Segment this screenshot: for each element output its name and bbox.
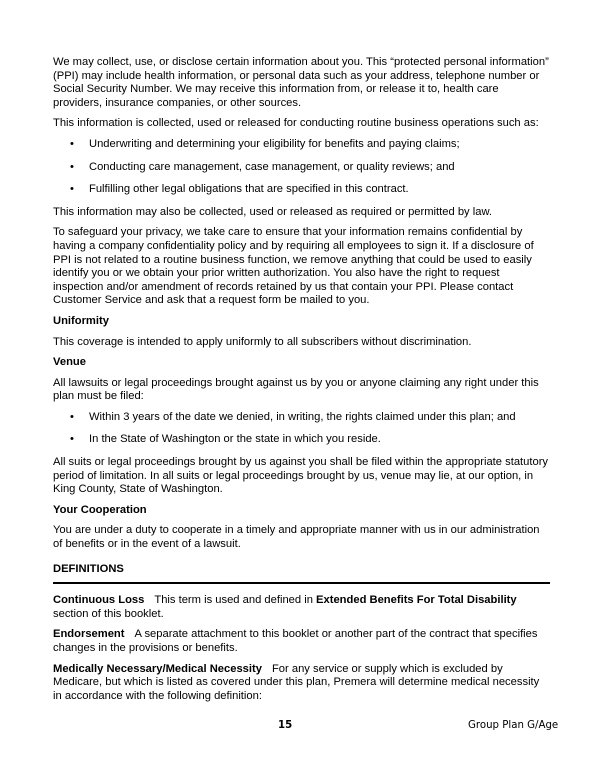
- definitions-heading: DEFINITIONS: [53, 563, 550, 585]
- uniformity-text: This coverage is intended to apply uniformly to all subscribers without discrimination.: [53, 335, 472, 348]
- definition-term: Medically Necessary/Medical Necessity: [53, 662, 262, 675]
- safeguard-paragraph: To safeguard your privacy, we take care to ensure that your information remains confidential by having a company confidentiality policy and by requiring all employees to sign it. If a disclosure of PPI is not related to a routine business function, we remove anything that could be used to easily identify you or we obtain your prior written authorization. You also have the right to request inspection and/or amendment of records retained by us that contain your PPI. Please contact Customer Service and ask that a request form be mailed to you.: [53, 226, 534, 307]
- section-reference: Extended Benefits For Total Disability: [316, 594, 517, 607]
- venue-list: [53, 411, 550, 447]
- routine-operations-list: [53, 138, 550, 197]
- venue-paragraph: All lawsuits or legal proceedings brought against us by you or anyone claiming any right under this plan must be filed:: [53, 376, 539, 403]
- bullet-icon: •: [70, 410, 74, 423]
- document-body: [53, 56, 550, 710]
- definitions-list: [53, 594, 550, 703]
- definition-item: Endorsement A separate attachment to this booklet or another part of the contract that specifies changes in the provisions or benefits.: [53, 628, 538, 654]
- bullet-icon: •: [70, 433, 74, 446]
- cooperation-text: You are under a duty to cooperate in a timely and appropriate manner with us in our administration of benefits or in the event of a lawsuit.: [53, 524, 540, 551]
- cooperation-heading: Your Cooperation: [53, 503, 147, 516]
- list-item: • Underwriting and determining your eligibility for benefits and paying claims;: [70, 137, 460, 150]
- definition-item: Medically Necessary/Medical Necessity For any service or supply which is excluded by Medicare, but which is listed as covered under this plan, Premera will determine medical necessity in accordance with the following definition:: [53, 662, 540, 702]
- routine-operations-paragraph: This information is collected, used or released for conducting routine business operations such as:: [53, 117, 539, 130]
- list-item: • Conducting care management, case management, or quality reviews; and: [70, 160, 455, 173]
- definition-term: Endorsement: [53, 628, 125, 641]
- uniformity-heading: Uniformity: [53, 314, 109, 327]
- required-by-law-paragraph: This information may also be collected, used or released as required or permitted by law.: [53, 205, 493, 218]
- bullet-icon: •: [70, 183, 74, 196]
- privacy-paragraph: We may collect, use, or disclose certain information about you. This “protected personal information” (PPI) may include health information, or personal data such as your address, telephone number or Social Security Number. We may receive this information from, or release it to, health care providers, insurance companies, or other sources.: [53, 56, 549, 109]
- bullet-icon: •: [70, 160, 74, 173]
- list-item: • Fulfilling other legal obligations that are specified in this contract.: [70, 183, 409, 196]
- definition-term: Continuous Loss: [53, 594, 145, 607]
- page-number: 15: [278, 720, 293, 731]
- venue-suits-paragraph: All suits or legal proceedings brought by us against you shall be filed within the appropriate statutory period of limitation. In all suits or legal proceedings brought by us, venue may lie, at our option, in King County, State of Washington.: [53, 456, 549, 496]
- list-item: • In the State of Washington or the state in which you reside.: [70, 433, 381, 446]
- venue-heading: Venue: [53, 356, 86, 369]
- definition-item: Continuous Loss This term is used and defined in Extended Benefits For Total Disability section of this booklet.: [53, 594, 517, 620]
- plan-label: Group Plan G/Age: [468, 720, 559, 731]
- list-item: • Within 3 years of the date we denied, in writing, the rights claimed under this plan; and: [70, 410, 516, 423]
- bullet-icon: •: [70, 137, 74, 150]
